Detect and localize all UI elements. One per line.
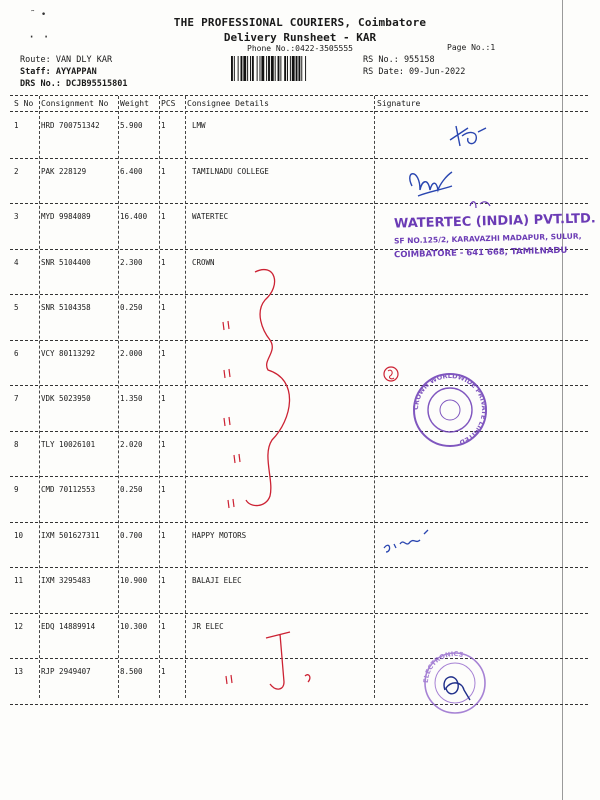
red-mark-row-12 bbox=[266, 632, 310, 689]
cell-pcs: 1 bbox=[161, 303, 166, 312]
ditto-mark bbox=[228, 499, 234, 508]
signature-row-3 bbox=[470, 202, 490, 208]
signature-row-10 bbox=[384, 530, 428, 552]
drs-number: DRS No.: DCJB95515801 bbox=[20, 79, 128, 89]
cell-sno: 12 bbox=[14, 621, 24, 631]
cell-weight: 2.020 bbox=[120, 439, 143, 449]
cell-consignment: HRD 700751342 bbox=[41, 121, 100, 130]
cell-consignment: TLY 10026101 bbox=[41, 439, 96, 449]
cell-consignee: CROWN bbox=[192, 257, 215, 267]
signature-row-13 bbox=[444, 677, 470, 700]
company-name: THE PROFESSIONAL COURIERS, Coimbatore bbox=[173, 16, 427, 29]
cell-sno: 5 bbox=[14, 303, 19, 312]
corner-mark: ˜ • bbox=[30, 10, 47, 20]
cell-weight: 16.400 bbox=[120, 212, 148, 221]
cell-consignment: SNR 5104400 bbox=[41, 257, 91, 267]
cell-consignment: VDK 5023950 bbox=[41, 394, 91, 403]
cell-pcs: 1 bbox=[161, 394, 166, 403]
cell-consignment: MYD 9984089 bbox=[41, 212, 91, 221]
cell-weight: 0.250 bbox=[120, 485, 143, 494]
cell-weight: 0.250 bbox=[120, 303, 143, 312]
cell-consignment: IXM 3295483 bbox=[41, 576, 91, 585]
column-header-consignment: Consignment No bbox=[41, 99, 109, 108]
svg-text:CROWN WORLDWIDE PRIVATE LIMITE: CROWN WORLDWIDE PRIVATE LIMITED bbox=[411, 371, 489, 447]
cell-consignment: EDQ 14889914 bbox=[41, 621, 96, 631]
cell-pcs: 1 bbox=[161, 485, 166, 494]
cell-weight: 8.500 bbox=[120, 667, 143, 676]
ditto-mark bbox=[224, 417, 230, 426]
cell-sno: 8 bbox=[14, 439, 19, 449]
sheet-title: Delivery Runsheet - KAR bbox=[223, 31, 377, 44]
ditto-mark bbox=[224, 369, 230, 378]
cell-consignment: RJP 2949407 bbox=[41, 667, 91, 676]
cell-sno: 10 bbox=[14, 530, 24, 540]
cell-weight: 10.900 bbox=[120, 576, 148, 585]
signature-row-1 bbox=[450, 126, 486, 146]
cell-pcs: 1 bbox=[161, 576, 166, 585]
cell-consignment: PAK 228129 bbox=[41, 166, 87, 176]
cell-consignee: TAMILNADU COLLEGE bbox=[192, 166, 269, 176]
rs-date: RS Date: 09-Jun-2022 bbox=[363, 67, 466, 77]
cell-weight: 10.300 bbox=[120, 621, 148, 631]
cell-sno: 11 bbox=[14, 576, 24, 585]
watertec-stamp-name: WATERTEC (INDIA) PVT.LTD. bbox=[393, 211, 596, 232]
cell-sno: 1 bbox=[14, 121, 19, 130]
ditto-mark bbox=[234, 454, 240, 463]
cell-pcs: 1 bbox=[161, 212, 166, 221]
electronics-stamp bbox=[422, 650, 485, 713]
cell-pcs: 1 bbox=[161, 621, 166, 631]
cell-pcs: 1 bbox=[161, 257, 166, 267]
column-header-sno: S No bbox=[14, 99, 34, 108]
cell-pcs: 1 bbox=[161, 348, 166, 358]
ditto-mark bbox=[223, 321, 229, 330]
corner-mark: · · bbox=[28, 30, 50, 44]
route-label: Route: VAN DLY KAR bbox=[20, 55, 113, 65]
cell-consignee: WATERTEC bbox=[192, 212, 229, 221]
signature-row-2 bbox=[410, 172, 452, 196]
cell-weight: 6.400 bbox=[120, 166, 143, 176]
column-header-signature: Signature bbox=[377, 99, 421, 108]
cell-pcs: 1 bbox=[161, 530, 166, 540]
rs-number: RS No.: 955158 bbox=[363, 55, 435, 65]
cell-sno: 3 bbox=[14, 212, 19, 221]
svg-text:ELECTRONICS: ELECTRONICS bbox=[421, 649, 465, 684]
watertec-stamp-city: COIMBATORE - 641 668, TAMILNADU bbox=[393, 245, 568, 261]
phone-number: Phone No.:0422-3505555 bbox=[247, 44, 353, 53]
cell-weight: 2.000 bbox=[120, 348, 143, 358]
cell-sno: 9 bbox=[14, 485, 19, 494]
cell-sno: 2 bbox=[14, 166, 19, 176]
cell-consignee: JR ELEC bbox=[192, 621, 224, 631]
cell-consignment: CMD 70112553 bbox=[41, 485, 96, 494]
cell-sno: 13 bbox=[14, 667, 24, 676]
staff-label: Staff: AYYAPPAN bbox=[20, 67, 97, 77]
column-header-weight: Weight bbox=[120, 99, 149, 108]
red-bracket bbox=[246, 270, 290, 506]
cell-pcs: 1 bbox=[161, 166, 166, 176]
cell-pcs: 1 bbox=[161, 121, 166, 130]
cell-sno: 7 bbox=[14, 394, 19, 403]
cell-pcs: 1 bbox=[161, 667, 166, 676]
cell-consignee: BALAJI ELEC bbox=[192, 576, 242, 585]
cell-weight: 5.900 bbox=[120, 121, 143, 130]
cell-consignment: IXM 501627311 bbox=[41, 530, 100, 540]
cell-weight: 0.700 bbox=[120, 530, 143, 540]
watertec-stamp-address: SF NO.125/2, KARAVAZHI MADAPUR, SULUR, bbox=[393, 231, 582, 246]
ditto-mark bbox=[226, 675, 232, 684]
cell-weight: 1.350 bbox=[120, 394, 143, 403]
crown-stamp bbox=[412, 372, 488, 447]
cell-consignee: HAPPY MOTORS bbox=[192, 530, 247, 540]
page-number: Page No.:1 bbox=[447, 43, 496, 52]
cell-consignee: LMW bbox=[192, 121, 206, 130]
cell-pcs: 1 bbox=[161, 439, 166, 449]
cell-sno: 4 bbox=[14, 257, 19, 267]
cell-consignment: VCY 80113292 bbox=[41, 348, 96, 358]
column-header-consignee: Consignee Details bbox=[187, 99, 269, 108]
column-header-pcs: PCS bbox=[161, 99, 176, 108]
cell-consignment: SNR 5104358 bbox=[41, 303, 91, 312]
cell-sno: 6 bbox=[14, 348, 19, 358]
cell-weight: 2.300 bbox=[120, 257, 143, 267]
